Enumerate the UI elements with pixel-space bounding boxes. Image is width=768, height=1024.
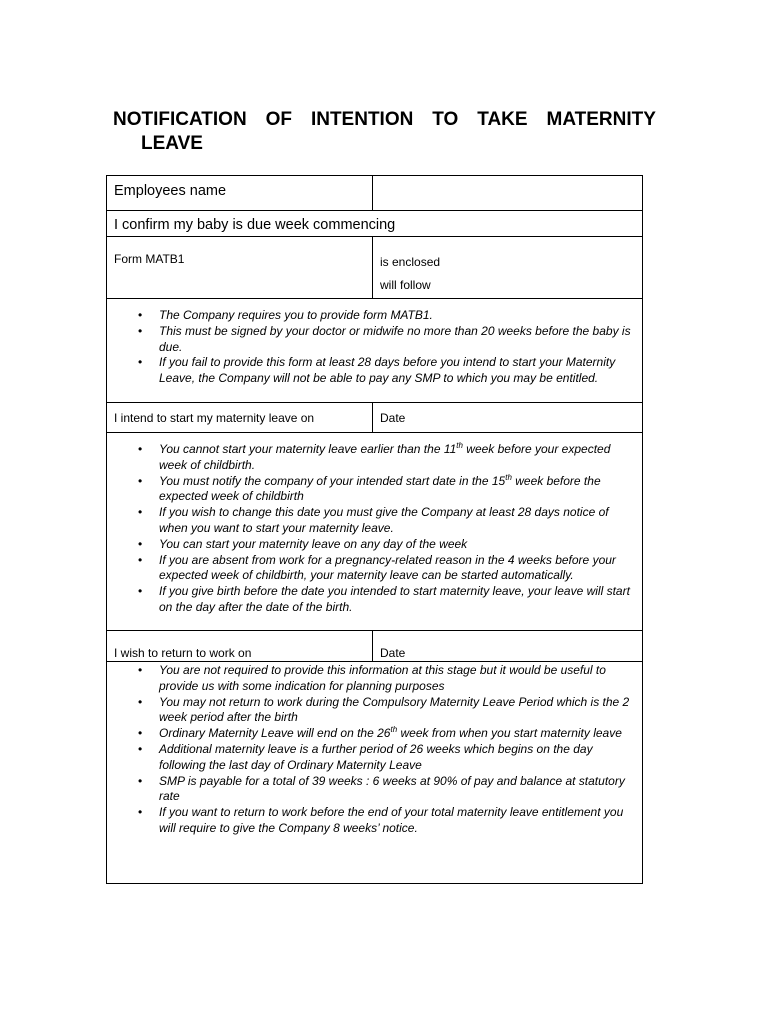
title-word: TO: [432, 109, 459, 130]
due-week-label: I confirm my baby is due week commencing: [107, 211, 643, 237]
maternity-leave-form: [106, 175, 643, 884]
list-item: • You can start your maternity leave on any day of the week: [159, 537, 635, 553]
list-item: • You cannot start your maternity leave earlier than the 11th week before your expected week of childbirth.: [159, 442, 635, 474]
list-item: • You are not required to provide this information at this stage but it would be useful to provide us with some indication for planning purposes: [159, 663, 635, 695]
matb1-enclosed-option[interactable]: is enclosed: [380, 255, 441, 269]
matb1-row: [107, 237, 643, 299]
start-date-label: Date: [380, 411, 406, 425]
list-item: • This must be signed by your doctor or midwife no more than 20 weeks before the baby is due.: [159, 324, 635, 356]
form-title-line-1: [113, 108, 656, 132]
list-item: • The Company requires you to provide form MATB1.: [159, 308, 635, 324]
return-notes-row: [107, 662, 643, 884]
start-leave-label: I intend to start my maternity leave on: [107, 403, 373, 433]
title-word: INTENTION: [310, 109, 414, 130]
employee-name-label: Employees name: [107, 176, 373, 211]
title-word: MATERNITY: [546, 109, 656, 130]
list-item: • SMP is payable for a total of 39 weeks : 6 weeks at 90% of pay and balance at statutory rate: [159, 774, 635, 806]
start-date-field[interactable]: [373, 403, 643, 433]
matb1-follow-option[interactable]: will follow: [380, 278, 431, 292]
title-word: NOTIFICATION: [113, 109, 247, 130]
start-leave-row: [107, 403, 643, 433]
employee-name-field[interactable]: [373, 176, 643, 211]
return-label: I wish to return to work on: [107, 631, 373, 662]
list-item: • You must notify the company of your intended start date in the 15th week before the expected week of childbirth: [159, 474, 635, 506]
start-notes-row: [107, 433, 643, 631]
list-item: • Additional maternity leave is a further period of 26 weeks which begins on the day following the last day of Ordinary Maternity Leave: [159, 742, 635, 774]
list-item: • If you are absent from work for a pregnancy-related reason in the 4 weeks before your expected week of childbirth, your maternity leave can be started automatically.: [159, 553, 635, 585]
list-item: • If you fail to provide this form at least 28 days before you intend to start your Maternity Leave, the Company will not be able to pay any SMP to which you may be entitled.: [159, 355, 635, 387]
return-row: [107, 631, 643, 662]
title-word: TAKE: [477, 109, 528, 130]
list-item: • You may not return to work during the Compulsory Maternity Leave Period which is the 2 week period after the birth: [159, 695, 635, 727]
list-item: • If you give birth before the date you intended to start maternity leave, your leave will start on the day after the date of the birth.: [159, 584, 635, 616]
form-title-line-2: LEAVE: [141, 133, 203, 154]
matb1-label: Form MATB1: [107, 237, 373, 299]
return-date-field[interactable]: [373, 631, 643, 662]
list-item: • Ordinary Maternity Leave will end on the 26th week from when you start maternity leave: [159, 726, 635, 742]
matb1-notes-row: [107, 299, 643, 403]
matb1-notes-list: [114, 308, 635, 387]
start-notes-list: [114, 442, 635, 616]
return-date-label: Date: [380, 646, 406, 660]
return-notes-list: [114, 663, 635, 837]
form-title: [113, 108, 656, 156]
employee-name-row: [107, 176, 643, 211]
due-week-row[interactable]: [107, 211, 643, 237]
list-item: • If you want to return to work before the end of your total maternity leave entitlement you will require to give the Company 8 weeks’ notice.: [159, 805, 635, 837]
title-word: OF: [265, 109, 293, 130]
list-item: • If you wish to change this date you must give the Company at least 28 days notice of when you want to start your maternity leave.: [159, 505, 635, 537]
